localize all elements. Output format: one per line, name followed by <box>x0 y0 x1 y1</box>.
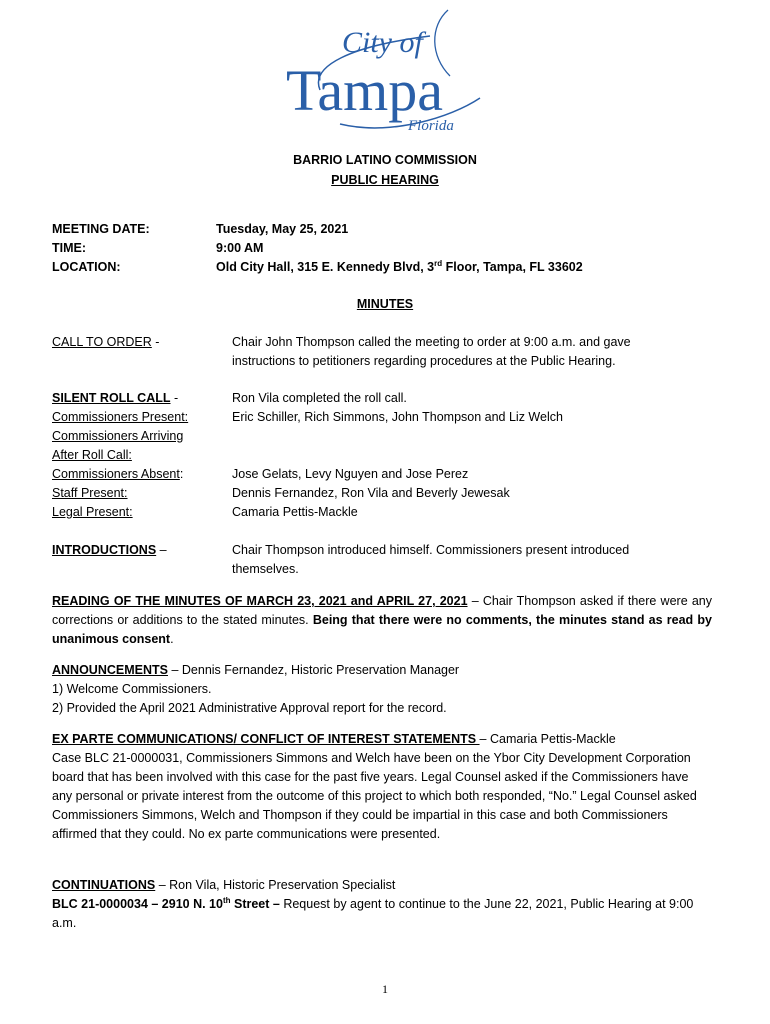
announcement-item: 2) Provided the April 2021 Administrative Approval report for the record. <box>52 701 447 715</box>
announcements: ANNOUNCEMENTS – Dennis Fernandez, Historic Preservation Manager 1) Welcome Commissioners. 2) Provided the April 2021 Administrative Approval report for the record. <box>52 661 712 718</box>
reading-of-minutes: READING OF THE MINUTES OF MARCH 23, 2021 and APRIL 27, 2021 – Chair Thompson asked if there were any corrections or additions to the stated minutes. Being that there were no comments, the minutes stand as read by unanimous consent. <box>52 594 712 646</box>
minutes-heading: MINUTES <box>356 297 414 311</box>
page-number: 1 <box>382 982 388 996</box>
meeting-info-labels <box>52 220 150 277</box>
logo-line-1: City of <box>342 26 423 59</box>
call-to-order-text: Chair John Thompson called the meeting to order at 9:00 a.m. and gave instructions to petitioners regarding procedures at the Public Hearing. <box>232 335 631 368</box>
call-to-order-label: CALL TO ORDER - <box>52 335 160 349</box>
location-label: LOCATION: <box>52 260 121 274</box>
ex-parte-body: Case BLC 21-0000031, Commissioners Simmons and Welch have been on the Ybor City Development Corporation board that has been involved with this case for the past five years. Legal Counsel asked if the Commissioners have any personal or private interest from the outcome of this project to which both responded, “No.” Legal Counsel asked Commissioners Simmons, Welch and Thompson if they could be impartial in this case and both Commissioners affirmed that they could. No ex parte communications were presented. <box>52 751 697 841</box>
introductions-text: Chair Thompson introduced himself. Commissioners present introduced themselves. <box>232 543 630 576</box>
continuations-section: CONTINUATIONS – Ron Vila, Historic Preservation Specialist BLC 21-0000034 – 2910 N. 10th Street – Request by agent to continue to the June 22, 2021, Public Hearing at 9:00 a.m. <box>52 878 694 930</box>
city-of-tampa-logo <box>280 6 500 146</box>
roll-call-labels: SILENT ROLL CALL - Commissioners Present: Commissioners Arriving After Roll Call: Commissioners Absent: Staff Present: Legal Present: <box>52 391 189 519</box>
roll-call-values: Ron Vila completed the roll call. Eric Schiller, Rich Simmons, John Thompson and Liz Welch Jose Gelats, Levy Nguyen and Jose Perez Dennis Fernandez, Ron Vila and Beverly Jewesak Camaria Pettis-Mackle <box>232 391 563 519</box>
location-value: Old City Hall, 315 E. Kennedy Blvd, 3rd Floor, Tampa, FL 33602 <box>216 258 583 274</box>
hearing-subtitle: PUBLIC HEARING <box>331 173 439 187</box>
time-label: TIME: <box>52 241 87 255</box>
logo-line-2: Tampa <box>286 58 443 123</box>
ex-parte-section: EX PARTE COMMUNICATIONS/ CONFLICT OF INTEREST STATEMENTS – Camaria Pettis-Mackle Case BLC 21-0000031, Commissioners Simmons and Welch have been on the Ybor City Development Corporation board that has been involved with this case for the past five years. Legal Counsel asked if the Commissioners have any personal or private interest from the outcome of this project to which both responded, “No.” Legal Counsel asked Commissioners Simmons, Welch and Thompson if they could be impartial in this case and both Commissioners affirmed that they could. No ex parte communications were presented. <box>52 730 712 844</box>
meeting-info-values <box>216 220 583 277</box>
meeting-date-label: MEETING DATE: <box>52 222 150 236</box>
meeting-date-value: Tuesday, May 25, 2021 <box>216 222 349 236</box>
introductions-label: INTRODUCTIONS – <box>52 543 167 557</box>
time-value: 9:00 AM <box>216 241 264 255</box>
announcement-item: 1) Welcome Commissioners. <box>52 682 212 696</box>
commission-title: BARRIO LATINO COMMISSION <box>293 153 477 167</box>
logo-line-3: Florida <box>408 118 454 134</box>
